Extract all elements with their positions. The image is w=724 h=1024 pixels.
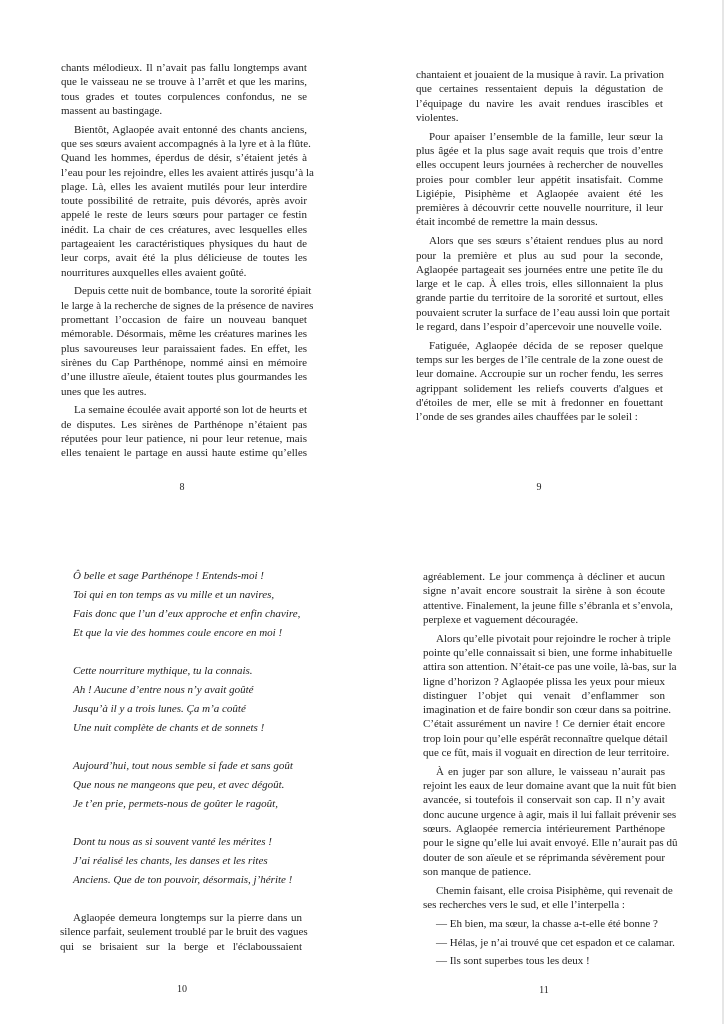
- text-line: agrippant solidement les reliefs couverts d'algues et: [416, 382, 663, 395]
- text-line: douter de son aïeule et se réprimanda sévèrement pour: [423, 851, 665, 864]
- text-line: imagination et de faire bondir son cœur dans sa poitrine.: [423, 704, 672, 717]
- paragraph: [61, 284, 314, 398]
- text-line: mémorable. Désormais, même les créatures marines les: [61, 328, 307, 341]
- text-line: toute possibilité de retraite, puis dévorés, après avoir: [61, 195, 307, 208]
- page-8-text: [61, 61, 314, 465]
- paragraph: [423, 936, 675, 950]
- verse-line: Anciens. Que de ton pouvoir, désormais, j’hérite !: [73, 874, 293, 886]
- verse-line: Je t’en prie, permets-nous de goûter le ragoût,: [73, 798, 278, 810]
- poem: [73, 567, 333, 909]
- paragraph: [423, 884, 673, 913]
- text-line: grande partie du territoire de la sororité et surtout, elles: [416, 292, 663, 305]
- text-line: violentes.: [416, 111, 459, 124]
- text-line: que certaines ressentaient depuis la dégustation de: [416, 83, 663, 96]
- text-line: pouvaient scruter la surface de l’eau aussi loin que portait: [416, 306, 670, 319]
- paragraph: [416, 234, 670, 334]
- text-line: — Eh bien, ma sœur, la chasse a-t-elle été bonne ?: [436, 917, 658, 930]
- text-line: silence parfait, seulement troublé par le bruit des vagues: [60, 926, 308, 939]
- paragraph: [423, 765, 678, 879]
- paragraph: [61, 61, 307, 118]
- text-line: donc aucune urgence à agir, mais il lui fallait prévenir ses: [423, 808, 677, 821]
- stanza: [73, 662, 333, 738]
- text-line: que le vaisseau ne se trouve à l’arrêt et que les marins,: [61, 76, 307, 89]
- text-line: que ce fût, mais il voguait en direction de leur territoire.: [423, 747, 670, 760]
- text-line: À en juger par son allure, le vaisseau n’aurait pas: [436, 765, 665, 778]
- paragraph: [423, 917, 665, 931]
- text-line: plus âgée et la plus sage avait requis que trois d’entre: [416, 144, 663, 157]
- text-line: ligne d’horizon ? Aglaopée plissa les yeux pour mieux: [423, 675, 665, 688]
- page-number: 11: [539, 985, 549, 996]
- verse-line: Fais donc que l’un d’eux approche et enfin chavire,: [73, 608, 301, 620]
- text-line: avancée, si toutefois il conservait son cap. Il n’y avait: [423, 794, 665, 807]
- text-line: Aglaopée demeura longtemps sur la pierre dans un: [73, 912, 302, 924]
- text-line: inédit. La chair de ces créatures, avec lesquelles elles: [61, 223, 307, 236]
- page-number: 9: [536, 482, 542, 493]
- paragraph: [423, 632, 677, 761]
- text-line: distinguer l’objet qui venait d’enflammer son: [423, 689, 665, 702]
- text-line: — Ils sont superbes tous les deux !: [436, 955, 590, 968]
- text-line: proies pour combler leur appétit insatisfait. Comme: [416, 173, 663, 186]
- text-line: agréablement. Le jour commença à décliner et aucun: [423, 571, 665, 583]
- text-line: partageaient les caractéristiques physiques du haut de: [61, 238, 307, 251]
- text-line: réputées pour leur patience, ni pour leur retenue, mais: [61, 432, 307, 445]
- text-line: promettant l’occasion de faire un nouveau banquet: [61, 314, 307, 327]
- text-line: qui se brisaient sur la berge et l'éclaboussaient: [60, 940, 302, 953]
- text-line: pour la première et plus au sud pour la seconde,: [416, 249, 663, 262]
- text-line: pointe qu’elle connaissait si bien, une forme inhabituelle: [423, 646, 673, 659]
- text-line: attentive. Finalement, la jeune fille s’ébranla et s’envola,: [423, 599, 673, 612]
- text-line: Ligiépie, Pisiphème et Aglaopée avaient été les: [416, 187, 663, 200]
- paragraph: [423, 954, 665, 968]
- text-line: temps sur les berges de l’île centrale de la zone ouest de: [416, 354, 663, 367]
- text-line: l’équipage du navire les avait rendues irascibles et: [416, 97, 663, 110]
- text-line: appelé le reste de leurs sœurs pour partager ce festin: [61, 209, 307, 222]
- text-line: leur domaine. Accroupie sur un rocher fendu, les serres: [416, 368, 663, 381]
- verse-line: Ô belle et sage Parthénope ! Entends-moi !: [73, 570, 264, 582]
- verse-line: Dont tu nous as si souvent vanté les mérites !: [73, 836, 272, 848]
- text-line: perplexe et vaguement découragée.: [423, 613, 579, 626]
- text-line: nourritures auxquelles elles avaient goûté.: [61, 266, 247, 279]
- paragraph: [416, 339, 663, 425]
- page-11-text: [423, 570, 678, 973]
- verse-line: Et que la vie des hommes coule encore en moi !: [73, 627, 283, 639]
- text-line: premières à découvrir cette nouvelle nourriture, il leur: [416, 202, 663, 215]
- text-line: tous grades et toutes corpulences confondus, ne se: [61, 90, 307, 103]
- paragraph: [60, 911, 308, 954]
- text-line: était incombé de remettre la main dessus.: [416, 216, 598, 229]
- text-line: pour le signe qu’elle lui avait envoyé. Elle n’aurait pas dû: [423, 837, 678, 850]
- text-line: Chemin faisant, elle croisa Pisiphème, qui revenait de: [436, 884, 673, 897]
- text-line: que ses sœurs avaient accompagnés à la lyre et à la flûte.: [61, 137, 311, 150]
- text-line: unes que les autres.: [61, 385, 147, 398]
- text-line: Alors que ses sœurs s’étaient rendues plus au nord: [429, 235, 663, 248]
- text-line: C’était assurément un navire ! Ce dernier était encore: [423, 718, 665, 731]
- text-line: le regard, dans l’espoir d’apercevoir une nouvelle voile.: [416, 321, 662, 334]
- paragraph: [416, 68, 663, 125]
- text-line: d'étoiles de mer, elle se mit à fredonner en fouettant: [416, 397, 663, 410]
- text-line: large et le cap. À elles trois, elles sillonnaient la plus: [416, 278, 663, 291]
- text-line: elles occupent leurs journées à rechercher de nouvelles: [416, 159, 663, 172]
- verse-line: Jusqu’à il y a trois lunes. Ça m’a coûté: [73, 703, 246, 715]
- text-line: l’onde de ses grandes ailes chauffées par le soleil :: [416, 411, 638, 424]
- text-line: Pour apaiser l’ensemble de la famille, leur sœur la: [429, 130, 663, 143]
- paragraph: [423, 570, 673, 627]
- verse-line: J’ai réalisé les chants, les danses et les rites: [73, 855, 268, 867]
- page-10-text: [60, 911, 308, 958]
- verse-line: Cette nourriture mythique, tu la connais.: [73, 665, 253, 677]
- text-line: plage. Là, elles les avaient mutilés pour leur interdire: [61, 180, 307, 193]
- text-line: d’une illustre aïeule, étaient toutes plus gourmandes les: [61, 371, 307, 384]
- stanza: [73, 757, 333, 814]
- text-line: de disputes. Les sirènes de Parthénope n’étaient pas: [61, 418, 307, 431]
- stanza: [73, 833, 333, 890]
- text-line: rejoint les eaux de leur domaine avant que la nuit fût bien: [423, 780, 677, 793]
- paragraph: [61, 123, 314, 280]
- verse-line: Toi qui en ton temps as vu mille et un navires,: [73, 589, 275, 601]
- text-line: La semaine écoulée avait apporté son lot de heurts et: [74, 404, 307, 417]
- text-line: elles tenaient le partage en aussi haute estime qu’elles: [61, 447, 307, 460]
- text-line: chantaient et jouaient de la musique à ravir. La privation: [416, 69, 665, 81]
- text-line: Aglaopée partageait ses journées entre une petite île du: [416, 263, 663, 276]
- text-line: — Hélas, je n’ai trouvé que cet espadon et ce calamar.: [436, 936, 675, 949]
- verse-line: Que nous ne mangeons que peu, et avec dégoût.: [73, 779, 285, 791]
- text-line: le large à la recherche de signes de la présence de navires: [61, 299, 314, 312]
- page-number: 10: [177, 984, 187, 995]
- verse-line: Une nuit complète de chants et de sonnets !: [73, 722, 265, 734]
- page-number: 8: [179, 482, 185, 493]
- text-line: trop loin pour qu’elle espérât reconnaître quelque détail: [423, 732, 668, 745]
- text-line: signe n’avait encore soustrait la sirène à son écoute: [423, 585, 665, 598]
- paragraph: [416, 130, 663, 230]
- text-line: sœurs. Aglaopée remercia intérieurement Parthénope: [423, 823, 665, 836]
- text-line: ses recherches vers le sud, et elle l’interpella :: [423, 899, 625, 912]
- text-line: Bientôt, Aglaopée avait entonné des chants anciens,: [74, 123, 307, 136]
- verse-line: Aujourd’hui, tout nous semble si fade et sans goût: [73, 760, 293, 772]
- page-9-text: [416, 68, 670, 429]
- text-line: attira son attention. N’était-ce pas une voile, là-bas, sur la: [423, 661, 677, 674]
- stanza: [73, 567, 333, 643]
- text-line: Depuis cette nuit de bombance, toute la sororité épiait: [74, 285, 312, 298]
- text-line: massent au bastingage.: [61, 104, 163, 117]
- text-line: son manque de patience.: [423, 865, 532, 878]
- verse-line: Ah ! Aucune d’entre nous n’y avait goûté: [73, 684, 254, 696]
- text-line: chants mélodieux. Il n’avait pas fallu longtemps avant: [61, 62, 307, 74]
- text-line: Quand les hommes, éperdus de désir, s’étaient jetés à: [61, 152, 307, 165]
- text-line: l’eau pour les rejoindre, elles les avaient attirés jusqu’à la: [61, 166, 314, 179]
- text-line: Fatiguée, Aglaopée décida de se reposer quelque: [429, 339, 663, 352]
- text-line: leur corps, avait été la plus délicieuse de toutes les: [61, 252, 307, 265]
- text-line: sirènes du Cap Parthénope, nommé ainsi en mémoire: [61, 356, 307, 369]
- text-line: plus savoureuses leur paraissaient fades. En effet, les: [61, 342, 307, 355]
- paragraph: [61, 403, 307, 460]
- text-line: Alors qu’elle pivotait pour rejoindre le rocher à triple: [436, 632, 671, 645]
